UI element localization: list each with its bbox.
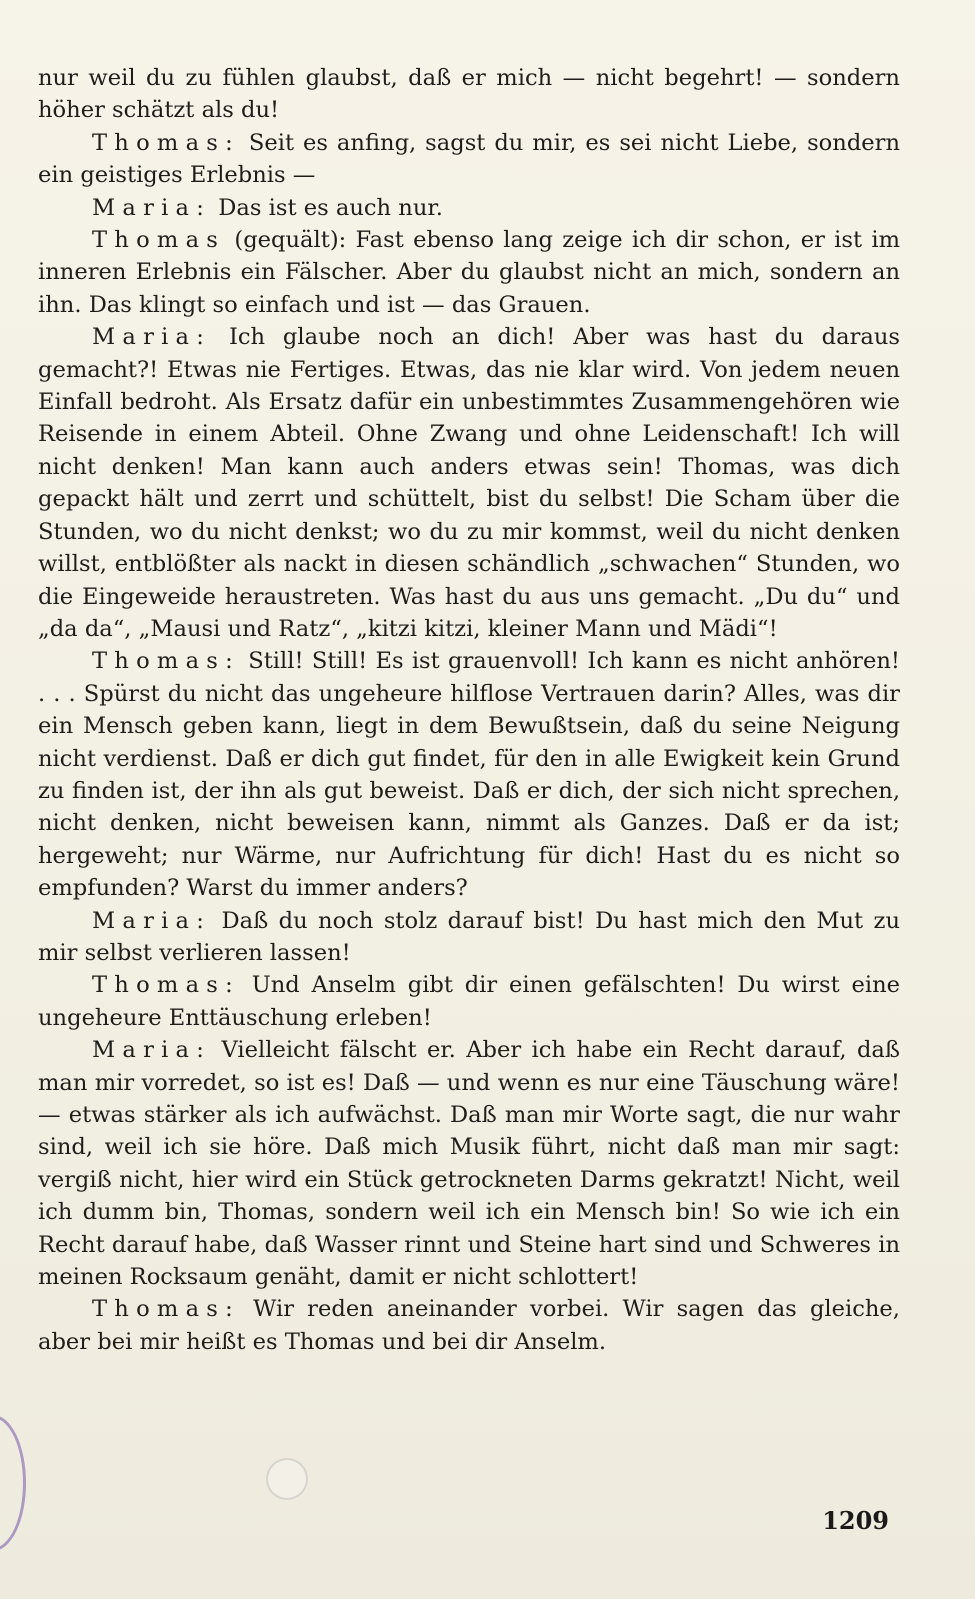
speaker-label: Maria: [92,1037,212,1064]
paragraph-thomas-2 [38,224,900,321]
paragraph-continuation: nur weil du zu fühlen glaubst, daß er mich — nicht begehrt! — sondern höher schätzt als du! [38,65,900,124]
speech-text: Seit es anfing, sagst du mir, es sei nicht Liebe, sondern ein geistiges Erlebnis — [38,129,900,189]
punch-hole-mark [266,1458,308,1500]
speaker-label: Maria: [92,907,212,934]
speaker-label: Maria: [92,324,212,351]
paragraph-maria-2 [38,321,900,645]
speech-text: Still! Still! Es ist grauenvoll! Ich kann es nicht anhören! . . . Spürst du nicht das ungeheure hilflose Vertrauen darin? Alles, was dir ein Mensch geben kann, liegt in dem Bewußtsein, daß du seine Neigung nicht verdienst. Daß er dich gut findet, für den in alle Ewigkeit kein Grund zu finden ist, der ihn als gut beweist. Daß er dich, der sich nicht sprechen, nicht denken, nicht beweisen kann, nimmt als Ganzes. Daß er da ist; hergeweht; nur Wärme, nur Aufrichtung für dich! Hast du es nicht so empfunden? Warst du immer anders? [38,648,900,902]
speaker-label: Thomas: [92,972,240,999]
paragraph-thomas-1 [38,127,900,192]
paragraph-maria-1 [38,192,900,224]
speech-text: Daß du noch stolz darauf bist! Du hast mich den Mut zu mir selbst verlieren lassen! [38,907,900,966]
library-stamp-mark [0,1415,26,1551]
paragraph-thomas-4 [38,969,900,1034]
speaker-label: Thomas: [92,1296,240,1323]
speaker-label: Thomas [92,227,226,254]
speech-text: Das ist es auch nur. [211,194,443,221]
speech-text: Und Anselm gibt dir einen gefälschten! Du wirst eine ungeheure Enttäuschung erleben! [38,972,900,1031]
paragraph-maria-4 [38,1034,900,1293]
speech-text: Ich glaube noch an dich! Aber was hast du daraus gemacht?! Etwas nie Fertiges. Etwas, das nie klar wird. Von jedem neuen Einfall bedroht. Als Ersatz dafür ein unbestimmtes Zusammengehören wie Reisende in einem Abteil. Ohne Zwang und ohne Leidenschaft! Ich will nicht denken! Man kann auch anders etwas sein! Thomas, was dich gepackt hält und zerrt und schüttelt, bist du selbst! Die Scham über die Stunden, wo du nicht denkst; wo du zu mir kommst, weil du nicht denken willst, entblößter als nackt in diesen schändlich „schwachen“ Stunden, wo die Eingeweide heraustreten. Was hast du aus uns gemacht. „Du du“ und „da da“, „Mausi und Ratz“, „kitzi kitzi, kleiner Mann und Mädi“! [38,324,900,642]
page-text [38,62,900,1358]
speech-text: (gequält): Fast ebenso lang zeige ich dir schon, er ist im inneren Erlebnis ein Fälscher. Aber du glaubst nicht an mich, sondern an ihn. Das klingt so einfach und ist — das Grauen. [38,227,900,318]
speech-text: Vielleicht fälscht er. Aber ich habe ein Recht darauf, daß man mir vorredet, so ist es! Daß — und wenn es nur eine Täuschung wäre! — etwas stärker als ich aufwächst. Daß man mir Worte sagt, die nur wahr sind, weil ich sie höre. Daß mich Musik führt, nicht daß man mir sagt: vergiß nicht, hier wird ein Stück getrockneten Darms gekratzt! Nicht, weil ich dumm bin, Thomas, sondern weil ich ein Mensch bin! So wie ich ein Recht darauf habe, daß Wasser rinnt und Steine hart sind und Schweres in meinen Rocksaum genäht, damit er nicht schlottert! [38,1037,900,1291]
speaker-label: Maria: [92,194,212,221]
page-number: 1209 [822,1506,889,1535]
paragraph-thomas-3 [38,645,900,904]
paragraph-thomas-5 [38,1293,900,1358]
speech-text: Wir reden aneinander vorbei. Wir sagen das gleiche, aber bei mir heißt es Thomas und bei dir Anselm. [38,1296,900,1355]
speaker-label: Thomas: [92,129,240,156]
speaker-label: Thomas: [92,648,240,675]
paragraph-maria-3 [38,905,900,970]
